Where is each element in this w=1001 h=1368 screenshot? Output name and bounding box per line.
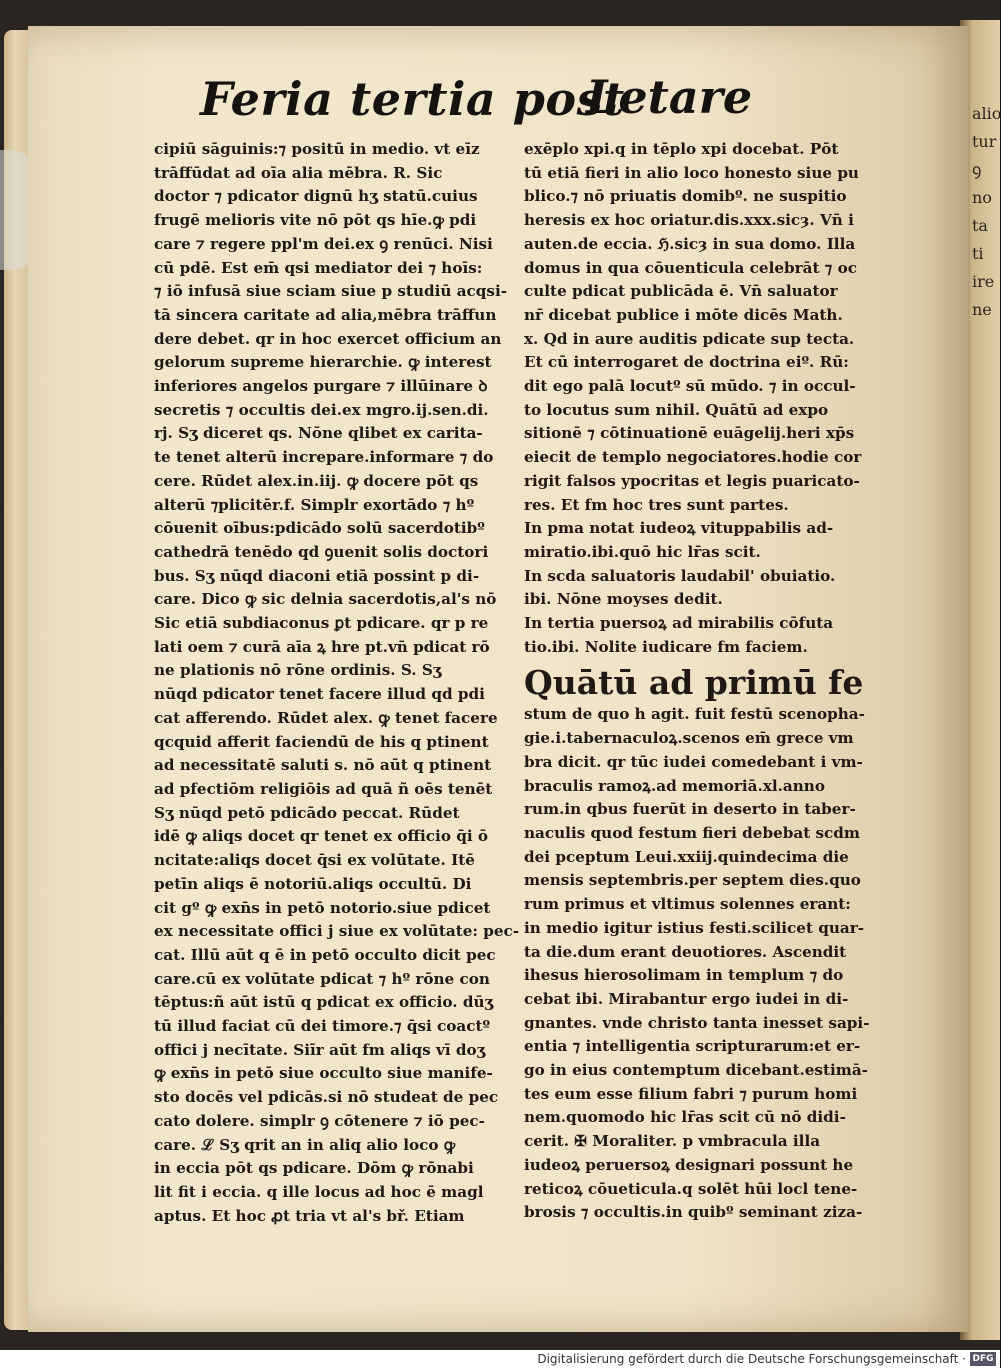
text-line: dei pceptum Leui.xxiij.quindecima die <box>524 847 849 866</box>
text-line: miratio.ibi.quō hic lr̄as scit. <box>524 542 761 561</box>
text-line: stum de quo h agit. fuit festū scenopha- <box>524 705 865 724</box>
fragment-line: ire <box>972 272 995 291</box>
fragment-line: tur <box>972 132 997 151</box>
text-line: tes eum esse filium fabri ⁊ purum homi <box>524 1084 858 1103</box>
text-line: cit gº ꝙ exn̄s in petō notorio.siue pdicet <box>154 898 491 917</box>
text-line: ihesus hierosolimam in templum ⁊ do <box>524 966 844 985</box>
text-line: res. Et fm hoc tres sunt partes. <box>524 495 789 514</box>
text-line: auten.de eccia. ℌ.sicȝ in sua domo. Illa <box>524 234 856 253</box>
text-line: mensis septembris.per septem dies.quo <box>524 871 861 890</box>
text-line: nūqd pdicator tenet facere illud qd pdi <box>154 685 485 704</box>
text-line: petīn aliqs ē notoriū.aliqs occultū. Di <box>154 874 472 893</box>
adjacent-page-text <box>972 100 1001 1200</box>
text-line: domus in qua cōuenticula celebrāt ⁊ oc <box>524 258 858 277</box>
text-line: nem.quomodo hic lr̄as scit cū nō didi- <box>524 1108 846 1127</box>
text-line: care. Dico ꝙ sic delnia sacerdotis,al's nō <box>154 590 497 609</box>
text-line: ex necessitate offici j siue ex volūtate: pec- <box>154 922 520 941</box>
fragment-line: alio <box>972 104 1001 123</box>
text-line: x. Qd in aure auditis pdicate sup tecta. <box>524 329 855 348</box>
text-line: dere debet. qr in hoc exercet officium an <box>154 329 502 348</box>
text-line: ad pfectiōm religiōis ad quā ñ oēs tenēt <box>154 779 493 798</box>
text-line: te tenet alterū increpare.informare ⁊ do <box>154 448 494 467</box>
text-line: inferiores angelos purgare ⁊ illūinare ꝺ <box>154 377 488 396</box>
section-initial: Quātū ad primū fe <box>524 663 864 703</box>
text-line: ne plationis nō rōne ordinis. S. Sʒ <box>154 661 442 680</box>
text-line: ad necessitatē saluti s. nō aūt q ptinent <box>154 756 492 775</box>
text-line: rum.in qbus fuerūt in deserto in taber- <box>524 800 856 819</box>
running-header-left: Feria tertia post <box>200 72 625 126</box>
text-line: heresis ex hoc oriatur.dis.xxx.sicȝ. Vn̄ i <box>524 211 854 230</box>
text-line: to locutus sum nihil. Quātū ad expo <box>524 400 829 419</box>
text-line: qcquid afferit faciendū de his q ptinent <box>154 732 489 751</box>
text-line: tio.ibi. Nolite iudicare fm faciem. <box>524 637 808 656</box>
text-line: Sʒ nūqd petō pdicādo peccat. Rūdet <box>154 803 460 822</box>
text-line: eiecit de templo negociatores.hodie cor <box>524 448 862 467</box>
text-line: frugē melioris vite nō pōt qs hīe.ꝙ pdi <box>154 211 477 230</box>
text-line: in eccia pōt qs pdicare. Dōm ꝙ rōnabi <box>154 1159 474 1178</box>
text-line: Sic etiā subdiaconus ꝑt pdicare. qr p re <box>154 614 489 633</box>
text-line: alterū ⁊plicitēr.f. Simplr exortādo ⁊ hº <box>154 495 475 514</box>
text-line: offici j necītate. Siīr aūt fm aliqs vī doʒ <box>154 1040 486 1059</box>
text-line: sitionē ⁊ cōtinuationē euāgelij.heri xp̄s <box>524 424 855 443</box>
text-line: iudeoꝝ peruersoꝝ designari possunt he <box>524 1155 854 1174</box>
text-line: gie.i.tabernaculoꝝ.scenos em̄ grece vm <box>524 729 854 748</box>
text-line: ꝙ exn̄s in petō siue occulto siue manife- <box>154 1064 493 1083</box>
text-column-right <box>524 138 870 1225</box>
text-line: secretis ⁊ occultis dei.ex mgro.ij.sen.di. <box>154 400 489 419</box>
text-line: rum primus et vltimus solennes erant: <box>524 895 851 914</box>
text-line: cathedrā tenēdo qd ꝯuenit solis doctori <box>154 542 489 561</box>
text-column-left <box>154 138 520 1228</box>
text-line: ta die.dum erant deuotiores. Ascendit <box>524 942 847 961</box>
text-line: In tertia puersoꝝ ad mirabilis cōfuta <box>524 614 834 633</box>
text-line: cerit. ✠ Moraliter. p vmbracula illa <box>524 1132 821 1151</box>
text-line: tū etiā fieri in alio loco honesto siue pu <box>524 163 859 182</box>
text-line: rj. Sʒ diceret qs. Nōne qlibet ex carita- <box>154 424 483 443</box>
text-line: cere. Rūdet alex.in.iij. ꝙ docere pōt qs <box>154 471 479 490</box>
text-line: go in eius contemptum dicebant.estimā- <box>524 1061 868 1080</box>
running-header-right: Letare <box>586 70 753 124</box>
text-line: in medio igitur istius festi.scilicet quar- <box>524 918 865 937</box>
fragment-line: no <box>972 188 992 207</box>
text-line: cato dolere. simplr ꝯ cōtenere ⁊ iō pec- <box>154 1111 485 1130</box>
text-line: ⁊ iō infusā siue sciam siue p studiū acqsi- <box>154 282 508 301</box>
text-line: tū illud faciat cū dei timore.⁊ q̄si coactº <box>154 1017 491 1036</box>
text-line: culte pdicat publicāda ē. Vn̄ saluator <box>524 282 838 301</box>
text-line: braculis ramoꝝ.ad memoriā.xl.anno <box>524 776 825 795</box>
dfg-logo-icon: DFG <box>970 1352 996 1366</box>
text-line: care. ℒ Sʒ qrit an in aliq alio loco ꝙ <box>154 1135 456 1154</box>
text-line: cōuenit oībus:pdicādo solū sacerdotibº <box>154 519 485 538</box>
text-line: brosis ⁊ occultis.in quibº seminant ziza- <box>524 1203 863 1222</box>
text-line: bus. Sʒ nūqd diaconi etiā possint p di- <box>154 566 480 585</box>
text-line: cat. Illū aūt q ē in petō occulto dicit pec <box>154 945 496 964</box>
text-line: doctor ⁊ pdicator dignū hʒ statū.cuius <box>154 187 478 206</box>
text-line: tēptus:ñ aūt istū q pdicat ex officio. dūʒ <box>154 993 494 1012</box>
text-line: reticoꝝ cōueticula.q solēt hūi locl tene- <box>524 1179 858 1198</box>
text-line: exēplo xpi.q in tēplo xpi docebat. Pōt <box>524 140 839 158</box>
text-line: tā sincera caritate ad alia,mēbra trāffun <box>154 305 497 324</box>
text-line: cū pdē. Est em̄ qsi mediator dei ⁊ hoīs: <box>154 258 483 277</box>
text-line: cebat ibi. Mirabantur ergo iudei in di- <box>524 989 849 1008</box>
text-line: entia ⁊ intelligentia scripturarum:et er- <box>524 1037 861 1056</box>
text-line: lati oem ⁊ curā aīa ꝝ hre pt.vn̄ pdicat rō <box>154 637 490 656</box>
text-line: nr̄ dicebat publice i mōte dicēs Math. <box>524 305 843 324</box>
text-line: In scda saluatoris laudabil' obuiatio. <box>524 566 836 585</box>
text-line: dit ego palā locutº sū mūdo. ⁊ in occul- <box>524 377 856 396</box>
text-line: lit fit i eccia. q ille locus ad hoc ē magl <box>154 1182 484 1201</box>
text-line: trāffūdat ad oīa alia mēbra. R. Sic <box>154 163 443 182</box>
text-line: gnantes. vnde christo tanta inesset sapi- <box>524 1013 870 1032</box>
text-line: care ⁊ regere ppl'm dei.ex ꝯ renūci. Nisi <box>154 234 493 253</box>
text-line: In pma notat iudeoꝝ vituppabilis ad- <box>524 519 834 538</box>
text-line: ibi. Nōne moyses dedit. <box>524 590 723 609</box>
text-line: gelorum supreme hierarchie. ꝙ interest <box>154 353 492 372</box>
text-block-right-bottom <box>524 703 870 1224</box>
fragment-line: ti <box>972 244 984 263</box>
text-line: blico.⁊ nō priuatis domibº. ne suspitio <box>524 187 847 206</box>
text-line: rigit falsos ypocritas et legis puaricato- <box>524 471 860 490</box>
credit-text: Digitalisierung gefördert durch die Deutsche Forschungsgemeinschaft · <box>537 1352 966 1366</box>
text-line: naculis quod festum fieri debebat scdm <box>524 823 860 842</box>
text-line: cat afferendo. Rūdet alex. ꝙ tenet facere <box>154 708 498 727</box>
text-line: Et cū interrogaret de doctrina eiº. Rū: <box>524 353 849 372</box>
text-line: idē ꝙ aliqs docet qr tenet ex officio q̄i ō <box>154 827 489 846</box>
text-block-right-top <box>524 138 864 659</box>
text-line: sto docēs vel pdicās.si nō studeat de pec <box>154 1088 499 1107</box>
digitization-credit-bar <box>0 1350 1000 1368</box>
fragment-line: ta <box>972 216 988 235</box>
fragment-line: ne <box>972 300 992 319</box>
text-line: cipiū sāguinis:⁊ positū in medio. vt eīz <box>154 140 480 158</box>
text-line: care.cū ex volūtate pdicat ⁊ hº rōne con <box>154 969 490 988</box>
text-line: aptus. Et hoc ꝓt tria vt al's bř. Etiam <box>154 1206 465 1225</box>
fragment-line: ꝯ <box>972 160 982 179</box>
text-line: ncitate:aliqs docet q̄si ex volūtate. Itē <box>154 851 475 870</box>
text-line: bra dicit. qr tūc iudei comedebant i vm- <box>524 752 863 771</box>
